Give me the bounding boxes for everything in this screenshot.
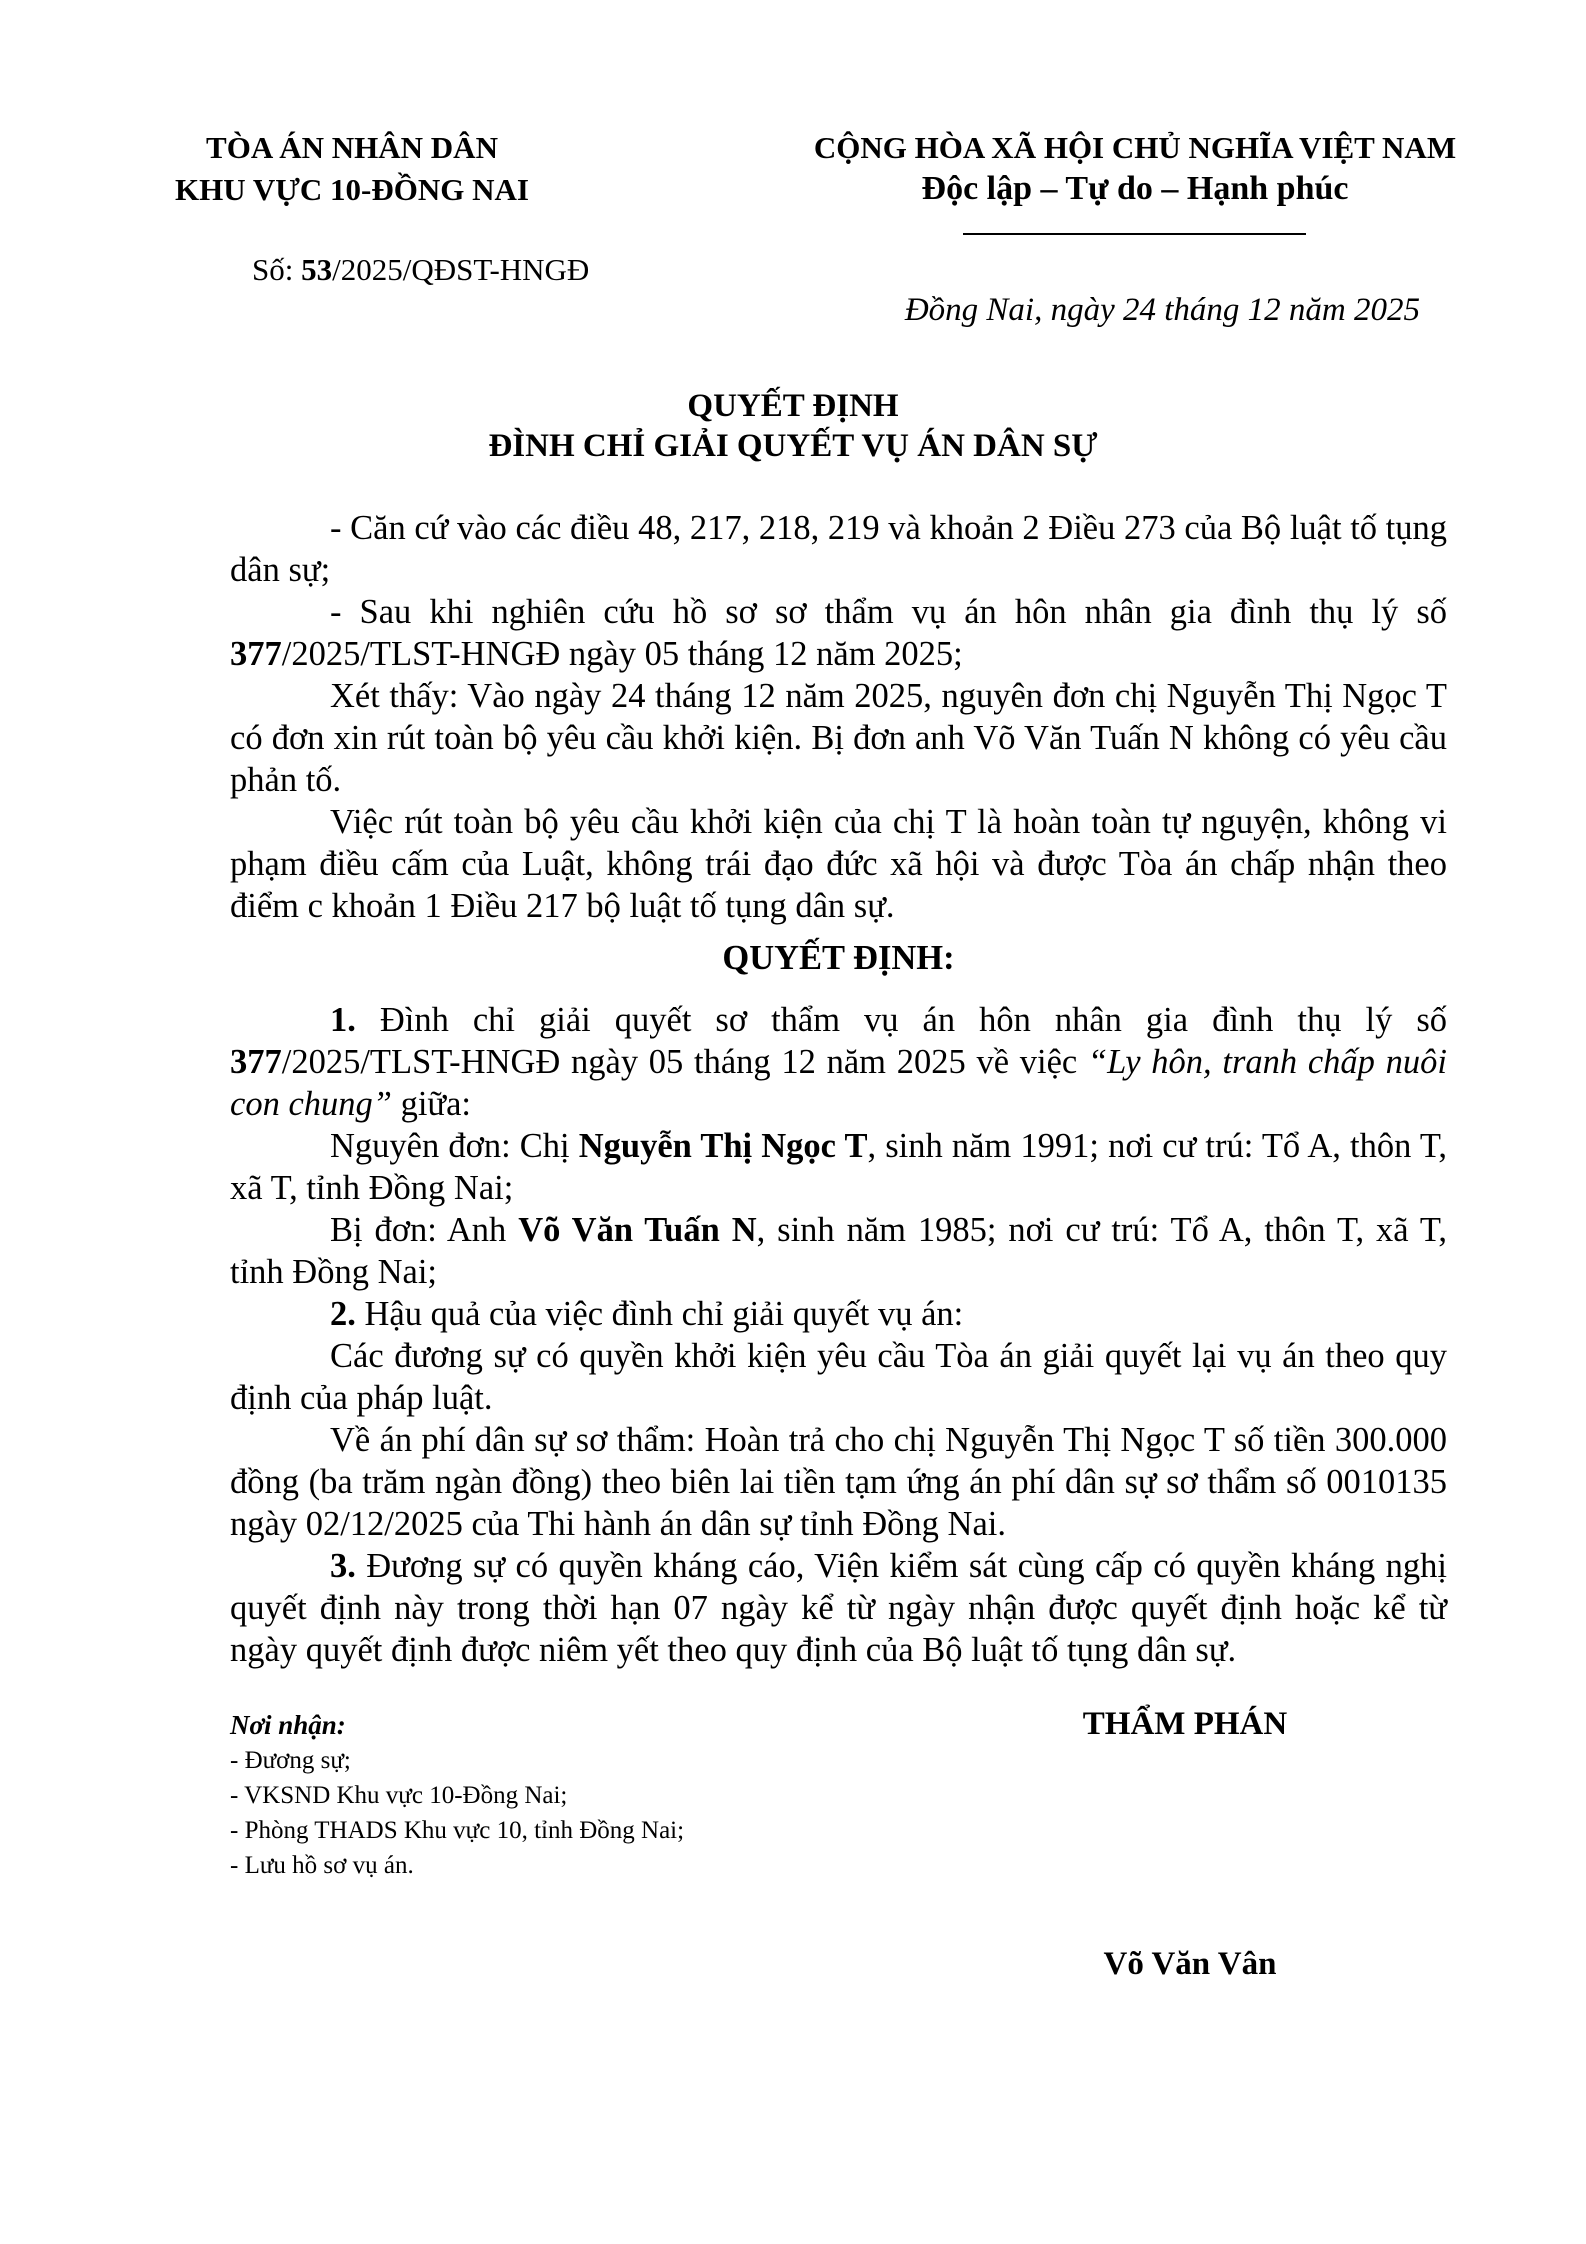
signer-title: THẨM PHÁN (1082, 1706, 1288, 1742)
text: Bị đơn: Anh (330, 1211, 519, 1249)
item-number: 3. (330, 1547, 356, 1585)
nation-name: CỘNG HÒA XÃ HỘI CHỦ NGHĨA VIỆT NAM (813, 130, 1457, 165)
text: Hậu quả của việc đình chỉ giải quyết vụ án: (355, 1295, 964, 1333)
national-motto: Độc lập – Tự do – Hạnh phúc (921, 170, 1349, 207)
recipient-item: - VKSND Khu vực 10-Đồng Nai; (230, 1782, 568, 1809)
defendant-name: Võ Văn Tuấn N (518, 1211, 757, 1249)
plaintiff-name: Nguyễn Thị Ngọc T (578, 1127, 868, 1165)
case-number: 377 (230, 635, 282, 673)
text: /2025/TLST-HNGĐ ngày 05 tháng 12 năm 2025; (281, 635, 963, 673)
plaintiff (230, 1125, 1447, 1209)
decision-3 (230, 1545, 1447, 1671)
document-subtitle: ĐÌNH CHỈ GIẢI QUYẾT VỤ ÁN DÂN SỰ (488, 428, 1098, 464)
recipients-label: Nơi nhận: (230, 1710, 346, 1740)
number-suffix: /2025/QĐST-HNGĐ (332, 252, 590, 287)
legal-basis: - Căn cứ vào các điều 48, 217, 218, 219 và khoản 2 Điều 273 của Bộ luật tố tụng dân sự; (230, 509, 1447, 589)
decision-heading: QUYẾT ĐỊNH: (722, 939, 955, 977)
text: /2025/TLST-HNGĐ ngày 05 tháng 12 năm 2025 về việc (281, 1043, 1088, 1081)
recipient-item: - Lưu hồ sơ vụ án. (230, 1852, 414, 1879)
number-prefix: Số: (252, 252, 302, 287)
findings-2: Việc rút toàn bộ yêu cầu khởi kiện của chị T là hoàn toàn tự nguyện, không vi phạm điều cấm của Luật, không trái đạo đức xã hội và được Tòa án chấp nhận theo điểm c khoản 1 Điều 217 bộ luật tố tụng dân sự. (230, 803, 1447, 925)
court-fee: Về án phí dân sự sơ thẩm: Hoàn trả cho chị Nguyễn Thị Ngọc T số tiền 300.000 đồng (ba trăm ngàn đồng) theo biên lai tiền tạm ứng án phí dân sự sơ thẩm số 0010135 ngày 02/12/2025 của Thi hành án dân sự tỉnh Đồng Nai. (230, 1421, 1447, 1543)
document-body (230, 507, 1447, 1671)
document-number (252, 252, 589, 288)
place-date: Đồng Nai, ngày 24 tháng 12 năm 2025 (904, 292, 1420, 328)
text: - Sau khi nghiên cứu hồ sơ sơ thẩm vụ án hôn nhân gia đình thụ lý số (330, 593, 1447, 631)
findings: Xét thấy: Vào ngày 24 tháng 12 năm 2025, nguyên đơn chị Nguyễn Thị Ngọc T có đơn xin rút toàn bộ yêu cầu khởi kiện. Bị đơn anh Võ Văn Tuấn N không có yêu cầu phản tố. (230, 677, 1447, 799)
item-number: 2. (330, 1295, 356, 1333)
text: giữa: (391, 1085, 472, 1123)
number-value: 53 (301, 252, 333, 287)
text: , sinh năm 1985; nơi cư trú: Tổ A, thôn T, xã T, tỉnh Đồng Nai; (230, 1211, 1448, 1291)
text: , sinh năm 1991; nơi cư trú: Tổ A, thôn T, xã T, tỉnh Đồng Nai; (230, 1127, 1447, 1207)
court-name: TÒA ÁN NHÂN DÂN (206, 130, 498, 165)
court-region: KHU VỰC 10-ĐỒNG NAI (175, 172, 529, 207)
consequence: Các đương sự có quyền khởi kiện yêu cầu Tòa án giải quyết lại vụ án theo quy định của pháp luật. (230, 1337, 1447, 1417)
decision-2 (230, 1293, 1447, 1335)
motto-underline (963, 233, 1306, 235)
defendant (230, 1209, 1447, 1293)
recipients (230, 1708, 684, 1883)
text: Đình chỉ giải quyết sơ thẩm vụ án hôn nhân gia đình thụ lý số (355, 1001, 1447, 1039)
case-number: 377 (230, 1043, 282, 1081)
case-review (230, 591, 1447, 675)
text: Nguyên đơn: Chị (330, 1127, 579, 1165)
case-subject: “Ly hôn, tranh chấp nuôi con chung” (230, 1043, 1447, 1123)
decision-1 (230, 999, 1447, 1125)
recipient-item: - Phòng THADS Khu vực 10, tỉnh Đồng Nai; (230, 1817, 685, 1844)
signer-name: Võ Văn Vân (1103, 1946, 1277, 1982)
item-number: 1. (330, 1001, 356, 1039)
recipient-item: - Đương sự; (230, 1747, 351, 1774)
text: Đương sự có quyền kháng cáo, Viện kiểm sát cùng cấp có quyền kháng nghị quyết định này trong thời hạn 07 ngày kể từ ngày nhận được quyết định hoặc kể từ ngày quyết định được niêm yết theo quy định của Bộ luật tố tụng dân sự. (230, 1547, 1447, 1669)
document-title: QUYẾT ĐỊNH (687, 388, 899, 424)
